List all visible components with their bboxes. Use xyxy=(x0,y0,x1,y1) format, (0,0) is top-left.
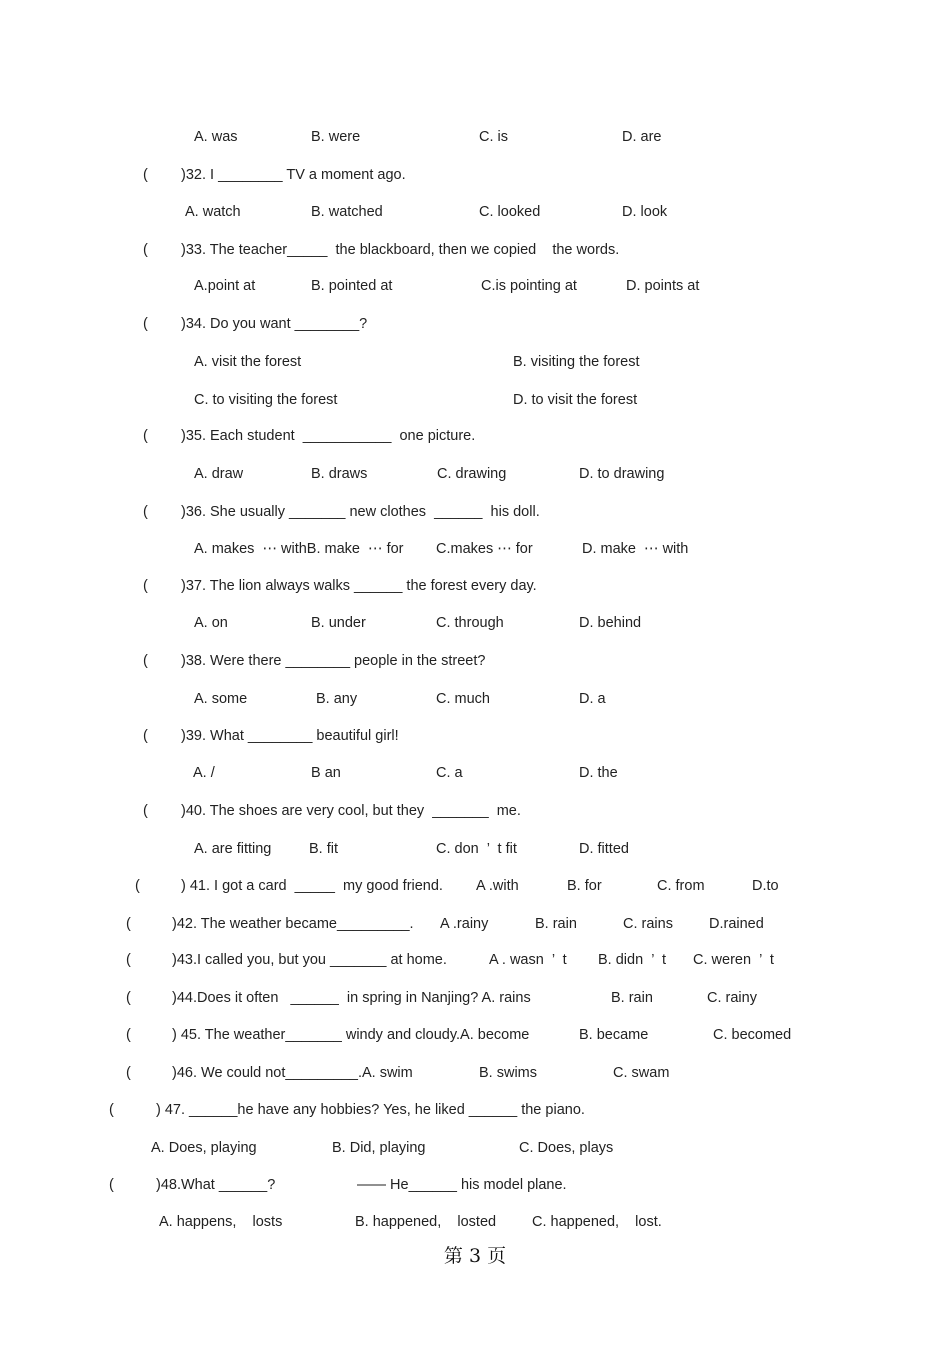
text-segment: C.makes ⋯ for xyxy=(436,541,533,557)
text-segment: C. happened, lost. xyxy=(532,1214,662,1230)
text-segment: C. don ’ t fit xyxy=(436,841,517,857)
text-segment: )42. The weather became_________. xyxy=(172,916,414,932)
text-segment: C. is xyxy=(479,129,508,145)
text-segment: A. makes ⋯ withB. make ⋯ for xyxy=(194,541,404,557)
text-segment: C.is pointing at xyxy=(481,278,577,294)
text-segment: C. becomed xyxy=(713,1027,792,1043)
text-segment: A.point at xyxy=(194,278,256,294)
text-segment: A. are fitting xyxy=(194,841,272,857)
text-segment: B. watched xyxy=(311,204,383,220)
text-segment: A. some xyxy=(194,691,248,707)
text-segment: B. Did, playing xyxy=(332,1140,426,1156)
text-segment: B. rain xyxy=(535,916,577,932)
text-segment: ( xyxy=(126,1065,131,1081)
text-segment: ( xyxy=(126,1027,131,1043)
text-segment: ( xyxy=(126,952,131,968)
text-segment: B. any xyxy=(316,691,358,707)
text-segment: )46. We could not_________.A. swim xyxy=(172,1065,413,1081)
text-segment: )43.I called you, but you _______ at home. xyxy=(172,952,447,968)
text-segment: D. look xyxy=(622,204,668,220)
text-segment: A. draw xyxy=(194,466,244,482)
text-segment: ( xyxy=(143,428,148,444)
text-segment: )39. What ________ beautiful girl! xyxy=(181,728,399,744)
text-segment: D. to visit the forest xyxy=(513,392,638,408)
text-segment: D. a xyxy=(579,691,606,707)
text-segment: D. are xyxy=(622,129,662,145)
text-segment: A .with xyxy=(476,878,519,894)
text-segment: ) 45. The weather_______ windy and cloudy.A. become xyxy=(172,1027,530,1043)
text-segment: ) 41. I got a card _____ my good friend. xyxy=(181,878,443,894)
text-segment: )48.What ______? xyxy=(156,1177,276,1193)
text-segment: D. behind xyxy=(579,615,642,631)
text-segment: C. rains xyxy=(623,916,673,932)
text-segment: A. visit the forest xyxy=(194,354,302,370)
text-segment: )37. The lion always walks ______ the forest every day. xyxy=(181,578,537,594)
text-segment: B. under xyxy=(311,615,366,631)
text-segment: D. points at xyxy=(626,278,700,294)
text-segment: ( xyxy=(135,878,140,894)
text-segment: C. weren ’ t xyxy=(693,952,774,968)
text-segment: D. to drawing xyxy=(579,466,665,482)
text-segment: C. from xyxy=(657,878,705,894)
text-segment: ) 47. ______he have any hobbies? Yes, he liked ______ the piano. xyxy=(156,1102,585,1118)
text-segment: A. happens, losts xyxy=(159,1214,283,1230)
text-segment: ( xyxy=(109,1177,114,1193)
text-segment: B. became xyxy=(579,1027,649,1043)
text-segment: ( xyxy=(143,167,148,183)
text-segment: B. rain xyxy=(611,990,653,1006)
text-segment: B. visiting the forest xyxy=(513,354,640,370)
text-segment: ( xyxy=(143,653,148,669)
text-segment: D.rained xyxy=(709,916,764,932)
text-segment: B an xyxy=(311,765,341,781)
page-number: 第 3 页 xyxy=(443,1245,507,1267)
text-segment: ( xyxy=(143,504,148,520)
text-segment: D. fitted xyxy=(579,841,629,857)
text-segment: D.to xyxy=(752,878,779,894)
text-segment: A .rainy xyxy=(440,916,489,932)
text-segment: C. drawing xyxy=(437,466,507,482)
text-segment: ( xyxy=(143,578,148,594)
text-segment: C. looked xyxy=(479,204,541,220)
text-segment: )35. Each student ___________ one picture. xyxy=(181,428,476,444)
text-segment: )38. Were there ________ people in the street? xyxy=(181,653,486,669)
text-segment: A . wasn ’ t xyxy=(489,952,567,968)
text-segment: D. make ⋯ with xyxy=(582,541,689,557)
text-segment: )34. Do you want ________? xyxy=(181,316,368,332)
text-segment: A. was xyxy=(194,129,238,145)
text-segment: ( xyxy=(126,916,131,932)
text-segment: D. the xyxy=(579,765,618,781)
text-segment: ( xyxy=(143,803,148,819)
text-segment: ( xyxy=(126,990,131,1006)
text-segment: B. fit xyxy=(309,841,339,857)
text-segment: C. rainy xyxy=(707,990,757,1006)
text-segment: )44.Does it often ______ in spring in Nanjing? A. rains xyxy=(172,990,531,1006)
text-segment: C. through xyxy=(436,615,504,631)
text-segment: A. watch xyxy=(185,204,241,220)
text-segment: —— He______ his model plane. xyxy=(357,1177,567,1193)
text-segment: ( xyxy=(143,316,148,332)
text-segment: B. didn ’ t xyxy=(598,952,666,968)
text-segment: B. swims xyxy=(479,1065,537,1081)
text-segment: A. on xyxy=(194,615,228,631)
text-segment: B. were xyxy=(311,129,361,145)
text-segment: B. draws xyxy=(311,466,368,482)
text-segment: C. much xyxy=(436,691,490,707)
text-segment: ( xyxy=(109,1102,114,1118)
text-segment: )32. I ________ TV a moment ago. xyxy=(181,167,406,183)
text-segment: B. pointed at xyxy=(311,278,393,294)
text-segment: B. happened, losted xyxy=(355,1214,497,1230)
text-segment: ( xyxy=(143,242,148,258)
text-segment: C. Does, plays xyxy=(519,1140,614,1156)
text-segment: ( xyxy=(143,728,148,744)
text-segment: C. swam xyxy=(613,1065,670,1081)
text-segment: C. a xyxy=(436,765,463,781)
text-segment: B. for xyxy=(567,878,602,894)
text-segment: A. Does, playing xyxy=(151,1140,257,1156)
text-segment: )36. She usually _______ new clothes ______ his doll. xyxy=(181,504,540,520)
text-segment: A. / xyxy=(193,765,215,781)
text-segment: )33. The teacher_____ the blackboard, then we copied the words. xyxy=(181,242,620,258)
text-segment: C. to visiting the forest xyxy=(194,392,338,408)
text-segment: )40. The shoes are very cool, but they _______ me. xyxy=(181,803,521,819)
